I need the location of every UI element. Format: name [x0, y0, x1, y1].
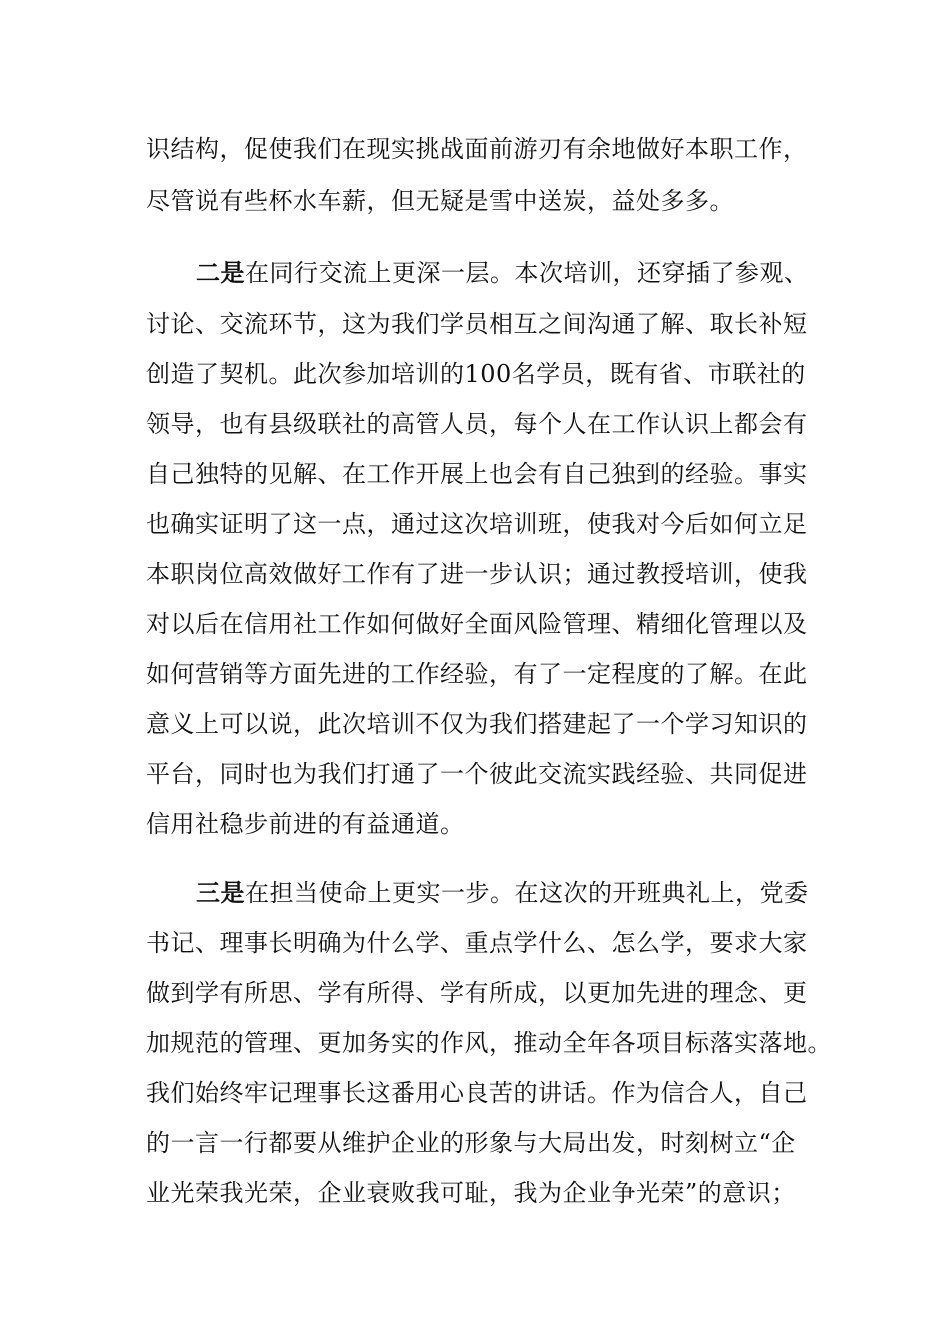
paragraph-line: 业光荣我光荣，企业衰败我可耻，我为企业争光荣”的意识； — [146, 1179, 796, 1207]
paragraph-lead: 二是 — [196, 258, 245, 287]
paragraph-line: 书记、理事长明确为什么学、重点学什么、怎么学，要求大家 — [146, 929, 808, 957]
paragraph-line: 信用社稳步前进的有益通道。 — [146, 810, 465, 838]
paragraph-line: 讨论、交流环节，这为我们学员相互之间沟通了解、取长补短 — [146, 310, 808, 338]
paragraph-text: 在同行交流上更深一层。本次培训，还穿插了参观、 — [245, 259, 809, 287]
paragraph-text: 在担当使命上更实一步。在这次的开班典礼上，党委 — [245, 879, 809, 907]
paragraph-line: 识结构，促使我们在现实挑战面前游刃有余地做好本职工作， — [146, 135, 808, 163]
paragraph-line: 也确实证明了这一点，通过这次培训班，使我对今后如何立足 — [146, 510, 808, 538]
paragraph-first-line — [196, 868, 809, 918]
paragraph-line: 如何营销等方面先进的工作经验，有了一定程度的了解。在此 — [146, 660, 808, 688]
paragraph-line: 尽管说有些杯水车薪，但无疑是雪中送炭，益处多多。 — [146, 187, 734, 215]
paragraph-line: 的一言一行都要从维护企业的形象与大局出发，时刻树立“企 — [146, 1129, 796, 1157]
paragraph-line: 创造了契机。此次参加培训的100名学员，既有省、市联社的 — [146, 360, 806, 388]
paragraph-line: 加规范的管理、更加务实的作风，推动全年各项目标落实落地。 — [146, 1029, 832, 1057]
paragraph-line: 本职岗位高效做好工作有了进一步认识；通过教授培训，使我 — [146, 560, 808, 588]
paragraph-lead: 三是 — [196, 878, 245, 907]
paragraph-line: 领导，也有县级联社的高管人员，每个人在工作认识上都会有 — [146, 410, 808, 438]
paragraph-first-line — [196, 248, 809, 298]
paragraph-line: 我们始终牢记理事长这番用心良苦的讲话。作为信合人，自己 — [146, 1079, 808, 1107]
paragraph-line: 对以后在信用社工作如何做好全面风险管理、精细化管理以及 — [146, 610, 808, 638]
paragraph-line: 意义上可以说，此次培训不仅为我们搭建起了一个学习知识的 — [146, 710, 808, 738]
paragraph-line: 做到学有所思、学有所得、学有所成，以更加先进的理念、更 — [146, 979, 808, 1007]
paragraph-line: 平台，同时也为我们打通了一个彼此交流实践经验、共同促进 — [146, 760, 808, 788]
paragraph-line: 自己独特的见解、在工作开展上也会有自己独到的经验。事实 — [146, 460, 808, 488]
